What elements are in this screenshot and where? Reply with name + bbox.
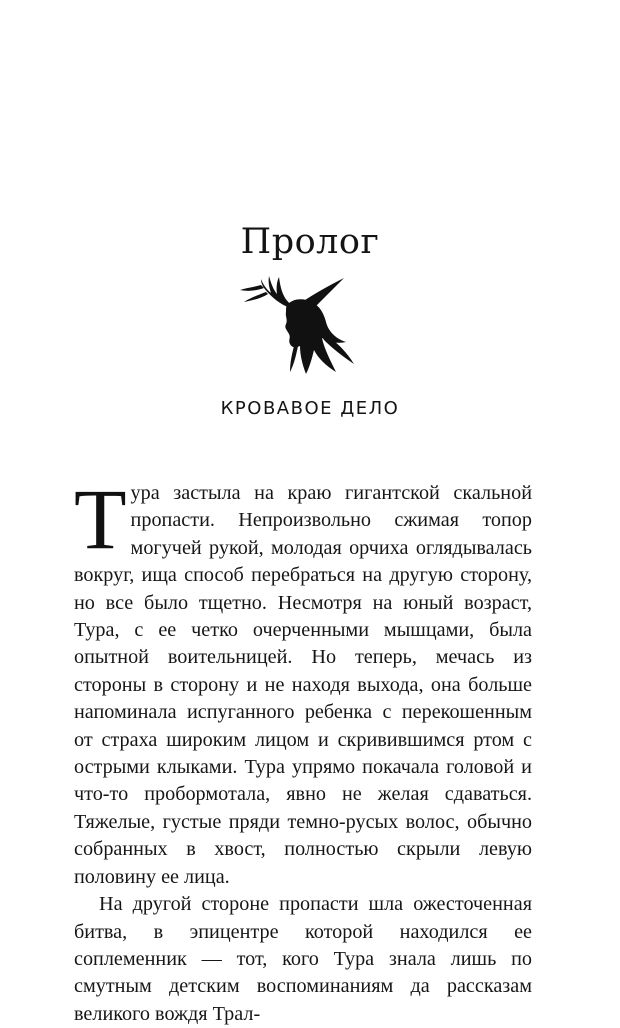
paragraph-2: На другой стороне пропасти шла ожесточенная битва, в эпицентре которой находился ее соплеменник — тот, кого Тура знала лишь по смутным детским воспоминаниям да рассказам великого вождя Трал- xyxy=(74,893,532,1025)
paragraph-1 xyxy=(74,471,532,891)
chapter-subtitle: КРОВАВОЕ ДЕЛО xyxy=(220,398,400,419)
chapter-title: Пролог xyxy=(240,222,380,262)
horned-silhouette-icon xyxy=(228,268,368,378)
chapter-body xyxy=(74,471,532,1028)
paragraph-1-text: ура застыла на краю гигантской скальной пропасти. Непроизвольно сжимая топор могучей рукой, молодая орчиха оглядывалась вокруг, ища способ перебраться на другую сторону, но все было тщетно. Несмотря на юный возраст, Тура, с ее четко очерченными мышцами, была опытной воительницей. Но теперь, мечась из стороны в сторону и не находя выхода, она больше напоминала испуганного ребенка с перекошенным от страха широким лицом и скривившимся ртом с острыми клыками. Тура упрямо покачала головой и что-то пробормотала, явно не желая сдаваться. Тяжелые, густые пряди темно-русых волос, обычно собранных в хвост, полностью скрыли левую половину ее лица. xyxy=(74,482,532,888)
drop-cap: Т xyxy=(74,471,127,567)
